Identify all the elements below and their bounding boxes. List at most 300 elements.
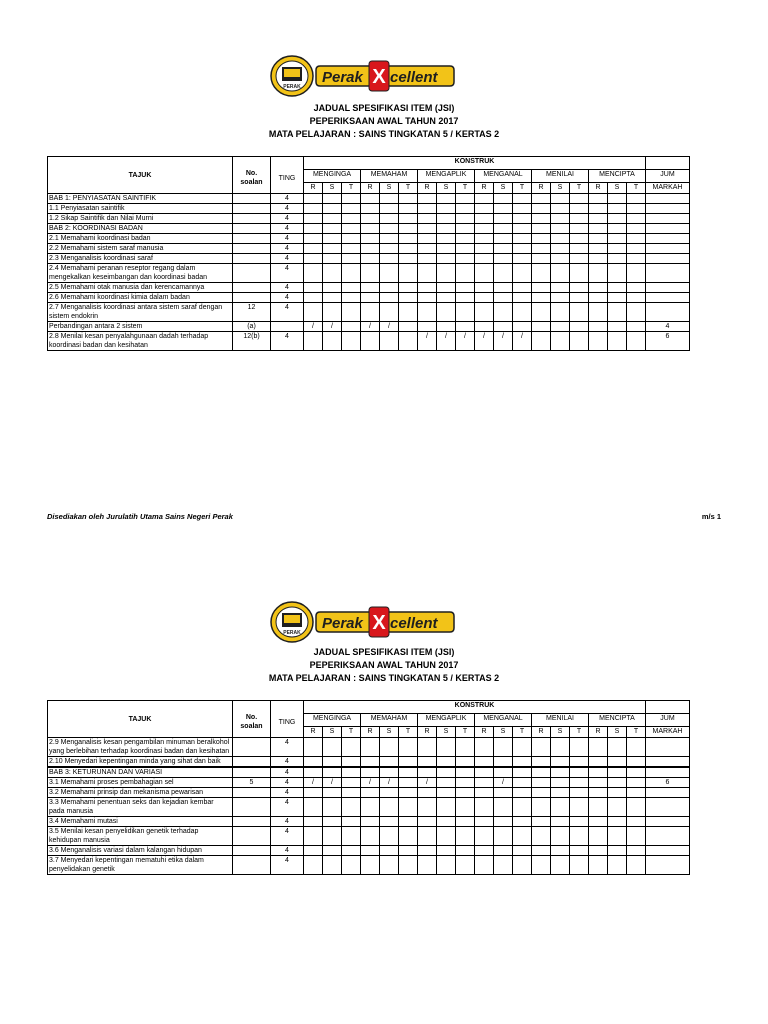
rst-cell bbox=[304, 846, 323, 856]
rst-cell bbox=[380, 303, 399, 322]
ting-cell: 4 bbox=[271, 846, 304, 856]
rst-cell bbox=[437, 244, 456, 254]
rst-cell bbox=[342, 254, 361, 264]
rst-cell bbox=[456, 817, 475, 827]
rst-cell bbox=[627, 827, 646, 846]
rst-cell bbox=[475, 856, 494, 875]
ting-cell: 4 bbox=[271, 214, 304, 224]
konstruk-group-header: MENGAPLIK bbox=[418, 714, 475, 727]
rst-cell bbox=[361, 283, 380, 293]
rst-cell bbox=[323, 827, 342, 846]
rst-header: S bbox=[437, 183, 456, 194]
title-line-2: PEPERIKSAAN AWAL TAHUN 2017 bbox=[309, 116, 459, 126]
rst-cell bbox=[551, 856, 570, 875]
rst-cell bbox=[342, 194, 361, 204]
rst-cell bbox=[513, 768, 532, 778]
ting-cell: 4 bbox=[271, 303, 304, 322]
rst-cell bbox=[589, 738, 608, 757]
page-number: m/s 1 bbox=[701, 512, 721, 521]
rst-cell bbox=[418, 757, 437, 767]
jum-markah-cell bbox=[646, 254, 690, 264]
rst-cell bbox=[418, 322, 437, 332]
rst-cell bbox=[342, 214, 361, 224]
rst-cell bbox=[399, 856, 418, 875]
rst-cell bbox=[475, 224, 494, 234]
no-label: No. bbox=[245, 170, 258, 177]
rst-cell bbox=[532, 738, 551, 757]
konstruk-group-header: MENGINGA bbox=[304, 170, 361, 183]
rst-cell: / bbox=[513, 332, 532, 351]
rst-cell bbox=[627, 293, 646, 303]
title-line-1: JADUAL SPESIFIKASI ITEM (JSI) bbox=[313, 647, 455, 657]
rst-header: R bbox=[361, 727, 380, 738]
rst-cell bbox=[627, 244, 646, 254]
rst-cell bbox=[418, 788, 437, 798]
jum-markah-cell: 4 bbox=[646, 322, 690, 332]
rst-cell bbox=[475, 788, 494, 798]
rst-cell bbox=[304, 738, 323, 757]
konstruk-group-header: MENGANAL bbox=[475, 714, 532, 727]
rst-cell bbox=[323, 293, 342, 303]
rst-cell bbox=[532, 788, 551, 798]
rst-cell bbox=[570, 283, 589, 293]
rst-cell bbox=[475, 214, 494, 224]
konstruk-group-header: MENCIPTA bbox=[589, 170, 646, 183]
rst-cell bbox=[513, 283, 532, 293]
rst-cell bbox=[532, 204, 551, 214]
rst-cell: / bbox=[494, 332, 513, 351]
rst-cell bbox=[361, 194, 380, 204]
rst-cell bbox=[323, 234, 342, 244]
rst-header: R bbox=[532, 727, 551, 738]
rst-cell bbox=[494, 254, 513, 264]
rst-cell bbox=[361, 757, 380, 767]
rst-cell bbox=[380, 856, 399, 875]
rst-cell bbox=[551, 332, 570, 351]
footer bbox=[47, 512, 721, 521]
rst-cell bbox=[304, 856, 323, 875]
rst-header: T bbox=[399, 727, 418, 738]
logo-text-left: Perak bbox=[322, 615, 363, 632]
rst-cell bbox=[361, 234, 380, 244]
konstruk-header: KONSTRUK bbox=[304, 701, 646, 714]
rst-cell bbox=[494, 768, 513, 778]
ting-cell: 4 bbox=[271, 264, 304, 283]
no-soalan-cell bbox=[233, 768, 271, 778]
rst-cell bbox=[513, 254, 532, 264]
rst-cell: / bbox=[304, 322, 323, 332]
soalan-label: soalan bbox=[240, 179, 263, 186]
soalan-label: soalan bbox=[240, 723, 263, 730]
rst-cell bbox=[304, 788, 323, 798]
rst-cell bbox=[323, 204, 342, 214]
rst-cell bbox=[494, 846, 513, 856]
no-soalan-cell bbox=[233, 846, 271, 856]
rst-cell bbox=[627, 846, 646, 856]
table-row bbox=[48, 234, 690, 244]
rst-cell bbox=[608, 757, 627, 767]
rst-cell bbox=[513, 303, 532, 322]
rst-cell bbox=[342, 817, 361, 827]
rst-cell bbox=[494, 244, 513, 254]
rst-cell bbox=[494, 817, 513, 827]
rst-cell bbox=[608, 283, 627, 293]
rst-cell bbox=[342, 204, 361, 214]
rst-cell bbox=[475, 322, 494, 332]
ting-cell: 4 bbox=[271, 827, 304, 846]
rst-cell bbox=[570, 768, 589, 778]
rst-cell bbox=[456, 768, 475, 778]
rst-cell bbox=[323, 738, 342, 757]
rst-cell bbox=[608, 738, 627, 757]
rst-header: S bbox=[323, 183, 342, 194]
rst-header: T bbox=[627, 183, 646, 194]
rst-cell bbox=[380, 254, 399, 264]
rst-cell bbox=[475, 234, 494, 244]
title-line-3: MATA PELAJARAN : SAINS TINGKATAN 5 / KERTAS 2 bbox=[268, 129, 500, 139]
rst-cell bbox=[418, 856, 437, 875]
rst-cell bbox=[475, 283, 494, 293]
rst-cell bbox=[456, 283, 475, 293]
rst-header: R bbox=[589, 727, 608, 738]
rst-cell bbox=[608, 264, 627, 283]
rst-cell bbox=[380, 768, 399, 778]
rst-cell bbox=[475, 827, 494, 846]
tajuk-cell: 3.6 Menganalisis variasi dalam kalangan hidupan bbox=[48, 846, 233, 856]
table-row bbox=[48, 283, 690, 293]
rst-cell bbox=[361, 827, 380, 846]
rst-cell bbox=[608, 332, 627, 351]
rst-cell bbox=[589, 322, 608, 332]
rst-cell bbox=[475, 244, 494, 254]
rst-cell bbox=[323, 332, 342, 351]
table-row bbox=[48, 204, 690, 214]
rst-cell bbox=[494, 322, 513, 332]
rst-cell bbox=[399, 254, 418, 264]
rst-cell bbox=[304, 827, 323, 846]
ting-cell: 4 bbox=[271, 798, 304, 817]
table-row bbox=[48, 846, 690, 856]
rst-cell bbox=[570, 827, 589, 846]
rst-cell bbox=[437, 293, 456, 303]
rst-cell bbox=[304, 757, 323, 767]
rst-cell bbox=[342, 846, 361, 856]
rst-header: R bbox=[304, 727, 323, 738]
rst-cell bbox=[437, 234, 456, 244]
rst-cell bbox=[494, 856, 513, 875]
rst-cell bbox=[456, 738, 475, 757]
rst-cell bbox=[532, 264, 551, 283]
tajuk-header: TAJUK bbox=[48, 701, 233, 738]
rst-cell bbox=[608, 322, 627, 332]
rst-cell bbox=[456, 224, 475, 234]
rst-cell bbox=[532, 846, 551, 856]
rst-cell bbox=[304, 303, 323, 322]
rst-cell bbox=[589, 194, 608, 204]
perak-excellent-logo bbox=[270, 55, 455, 97]
rst-cell bbox=[608, 204, 627, 214]
markah-header: MARKAH bbox=[646, 727, 690, 738]
rst-cell bbox=[304, 264, 323, 283]
no-soalan-cell bbox=[233, 234, 271, 244]
rst-cell bbox=[304, 332, 323, 351]
rst-header: T bbox=[342, 727, 361, 738]
ting-cell: 4 bbox=[271, 856, 304, 875]
no-label: No. bbox=[245, 714, 258, 721]
rst-cell bbox=[551, 234, 570, 244]
rst-cell bbox=[551, 778, 570, 788]
rst-cell bbox=[475, 768, 494, 778]
tajuk-cell: 3.5 Menilai kesan penyelidikan genetik terhadap kehidupan manusia bbox=[48, 827, 233, 846]
rst-cell bbox=[342, 827, 361, 846]
rst-cell bbox=[513, 788, 532, 798]
rst-cell bbox=[380, 757, 399, 767]
jum-markah-cell bbox=[646, 194, 690, 204]
rst-cell bbox=[380, 798, 399, 817]
tajuk-cell: 2.7 Menganalisis koordinasi antara sistem saraf dengan sistem endokrin bbox=[48, 303, 233, 322]
rst-cell bbox=[494, 224, 513, 234]
rst-cell bbox=[456, 254, 475, 264]
rst-header: R bbox=[532, 183, 551, 194]
rst-cell bbox=[532, 817, 551, 827]
no-soalan-cell bbox=[233, 264, 271, 283]
no-soalan-header bbox=[233, 701, 271, 738]
ting-cell: 4 bbox=[271, 293, 304, 303]
rst-cell bbox=[627, 856, 646, 875]
rst-cell bbox=[532, 293, 551, 303]
rst-cell bbox=[456, 322, 475, 332]
no-soalan-cell bbox=[233, 757, 271, 767]
rst-cell bbox=[361, 332, 380, 351]
rst-cell bbox=[418, 283, 437, 293]
rst-cell bbox=[551, 738, 570, 757]
table-row bbox=[48, 264, 690, 283]
rst-header: R bbox=[418, 183, 437, 194]
rst-cell bbox=[399, 214, 418, 224]
rst-cell bbox=[399, 244, 418, 254]
tajuk-header: TAJUK bbox=[48, 157, 233, 194]
rst-cell bbox=[342, 768, 361, 778]
no-soalan-cell: 12(b) bbox=[233, 332, 271, 351]
rst-cell bbox=[380, 332, 399, 351]
rst-cell bbox=[589, 254, 608, 264]
rst-cell bbox=[532, 194, 551, 204]
rst-cell bbox=[532, 283, 551, 293]
rst-header: T bbox=[570, 183, 589, 194]
rst-cell bbox=[399, 303, 418, 322]
ting-cell: 4 bbox=[271, 254, 304, 264]
rst-cell: / bbox=[361, 778, 380, 788]
tajuk-cell: 2.9 Menganalisis kesan pengambilan minuman beralkohol yang berlebihan terhadap koordinasi badan dan kesihatan bbox=[48, 738, 233, 757]
tajuk-cell: 3.3 Memahami penentuan seks dan kejadian kembar pada manusia bbox=[48, 798, 233, 817]
header-row-1 bbox=[48, 157, 690, 170]
no-soalan-cell bbox=[233, 738, 271, 757]
tajuk-cell: 1.2 Sikap Saintifik dan Nilai Murni bbox=[48, 214, 233, 224]
rst-cell bbox=[323, 303, 342, 322]
rst-cell bbox=[627, 768, 646, 778]
rst-cell bbox=[437, 817, 456, 827]
rst-cell bbox=[570, 856, 589, 875]
rst-cell bbox=[380, 204, 399, 214]
rst-cell bbox=[304, 768, 323, 778]
rst-cell bbox=[589, 264, 608, 283]
rst-cell bbox=[589, 768, 608, 778]
rst-header: T bbox=[570, 727, 589, 738]
jum-markah-cell bbox=[646, 224, 690, 234]
rst-cell bbox=[342, 293, 361, 303]
rst-cell bbox=[361, 293, 380, 303]
ting-cell: 4 bbox=[271, 778, 304, 788]
konstruk-group-header: MENGAPLIK bbox=[418, 170, 475, 183]
rst-cell bbox=[608, 214, 627, 224]
tajuk-cell: 2.6 Memahami koordinasi kimia dalam badan bbox=[48, 293, 233, 303]
rst-cell bbox=[380, 264, 399, 283]
rst-cell bbox=[589, 827, 608, 846]
jum-markah-cell bbox=[646, 827, 690, 846]
rst-cell bbox=[342, 778, 361, 788]
table-row bbox=[48, 224, 690, 234]
konstruk-group-header: MEMAHAM bbox=[361, 714, 418, 727]
rst-cell bbox=[361, 254, 380, 264]
jum-markah-cell: 6 bbox=[646, 332, 690, 351]
rst-cell bbox=[342, 332, 361, 351]
rst-header: T bbox=[399, 183, 418, 194]
rst-cell bbox=[551, 254, 570, 264]
rst-header: S bbox=[608, 183, 627, 194]
rst-cell bbox=[304, 293, 323, 303]
table-row bbox=[48, 827, 690, 846]
rst-cell bbox=[551, 322, 570, 332]
jum-markah-cell bbox=[646, 234, 690, 244]
rst-cell bbox=[437, 224, 456, 234]
rst-cell: / bbox=[418, 778, 437, 788]
rst-cell bbox=[475, 254, 494, 264]
rst-cell bbox=[570, 303, 589, 322]
rst-cell bbox=[551, 757, 570, 767]
rst-cell bbox=[437, 303, 456, 322]
no-soalan-cell bbox=[233, 856, 271, 875]
rst-cell bbox=[342, 798, 361, 817]
rst-cell bbox=[589, 778, 608, 788]
rst-cell bbox=[304, 817, 323, 827]
rst-cell bbox=[342, 757, 361, 767]
no-soalan-cell: 12 bbox=[233, 303, 271, 322]
rst-cell bbox=[551, 283, 570, 293]
rst-header: S bbox=[323, 727, 342, 738]
rst-cell bbox=[437, 856, 456, 875]
rst-header: R bbox=[304, 183, 323, 194]
table-row bbox=[48, 778, 690, 788]
tajuk-cell: 2.2 Memahami sistem saraf manusia bbox=[48, 244, 233, 254]
rst-cell bbox=[570, 224, 589, 234]
rst-cell bbox=[532, 303, 551, 322]
jum-markah-cell bbox=[646, 264, 690, 283]
rst-cell bbox=[418, 194, 437, 204]
rst-cell: / bbox=[418, 332, 437, 351]
rst-cell bbox=[399, 768, 418, 778]
rst-cell bbox=[608, 768, 627, 778]
rst-cell bbox=[532, 224, 551, 234]
rst-cell bbox=[456, 234, 475, 244]
rst-cell bbox=[323, 788, 342, 798]
no-soalan-cell bbox=[233, 788, 271, 798]
rst-cell bbox=[608, 254, 627, 264]
rst-cell bbox=[380, 293, 399, 303]
rst-cell bbox=[399, 827, 418, 846]
no-soalan-cell: (a) bbox=[233, 322, 271, 332]
rst-cell bbox=[589, 234, 608, 244]
rst-cell bbox=[627, 817, 646, 827]
rst-cell bbox=[437, 204, 456, 214]
rst-cell bbox=[570, 332, 589, 351]
rst-cell bbox=[475, 194, 494, 204]
rst-cell bbox=[399, 738, 418, 757]
ting-cell: 4 bbox=[271, 194, 304, 204]
rst-cell bbox=[532, 254, 551, 264]
rst-cell bbox=[437, 846, 456, 856]
rst-cell bbox=[627, 254, 646, 264]
rst-cell bbox=[627, 214, 646, 224]
rst-cell bbox=[437, 738, 456, 757]
ting-cell: 4 bbox=[271, 332, 304, 351]
rst-cell bbox=[380, 788, 399, 798]
tajuk-cell: 2.3 Menganalisis koordinasi saraf bbox=[48, 254, 233, 264]
rst-cell: / bbox=[361, 322, 380, 332]
rst-cell bbox=[532, 778, 551, 788]
rst-cell bbox=[513, 234, 532, 244]
rst-header: S bbox=[494, 183, 513, 194]
tajuk-cell: 2.5 Memahami otak manusia dan kerencamannya bbox=[48, 283, 233, 293]
rst-cell bbox=[437, 827, 456, 846]
rst-cell bbox=[627, 798, 646, 817]
rst-cell bbox=[513, 778, 532, 788]
rst-cell bbox=[304, 244, 323, 254]
tajuk-cell: 3.4 Memahami mutasi bbox=[48, 817, 233, 827]
rst-cell bbox=[570, 204, 589, 214]
rst-cell bbox=[323, 757, 342, 767]
ting-cell: 4 bbox=[271, 757, 304, 767]
table-row bbox=[48, 293, 690, 303]
rst-cell bbox=[342, 234, 361, 244]
rst-cell bbox=[494, 283, 513, 293]
rst-cell bbox=[361, 224, 380, 234]
rst-cell bbox=[551, 768, 570, 778]
rst-cell bbox=[513, 224, 532, 234]
rst-cell bbox=[551, 817, 570, 827]
rst-cell bbox=[342, 856, 361, 875]
rst-header: S bbox=[608, 727, 627, 738]
rst-header: S bbox=[380, 183, 399, 194]
rst-cell bbox=[437, 322, 456, 332]
rst-cell bbox=[494, 204, 513, 214]
footer-prepared-by: Disediakan oleh Jurulatih Utama Sains Negeri Perak bbox=[47, 512, 233, 521]
jum-markah-cell bbox=[646, 283, 690, 293]
rst-cell bbox=[513, 204, 532, 214]
jum-markah-cell bbox=[646, 817, 690, 827]
header-row-1 bbox=[48, 701, 690, 714]
rst-cell bbox=[323, 283, 342, 293]
no-soalan-cell bbox=[233, 244, 271, 254]
rst-cell bbox=[494, 264, 513, 283]
table-row bbox=[48, 798, 690, 817]
table-row bbox=[48, 738, 690, 757]
konstruk-group-header: MEMAHAM bbox=[361, 170, 418, 183]
rst-cell bbox=[399, 264, 418, 283]
rst-cell bbox=[323, 264, 342, 283]
rst-cell: / bbox=[437, 332, 456, 351]
rst-cell bbox=[456, 264, 475, 283]
tajuk-cell: 2.8 Menilai kesan penyalahgunaan dadah terhadap koordinasi badan dan kesihatan bbox=[48, 332, 233, 351]
